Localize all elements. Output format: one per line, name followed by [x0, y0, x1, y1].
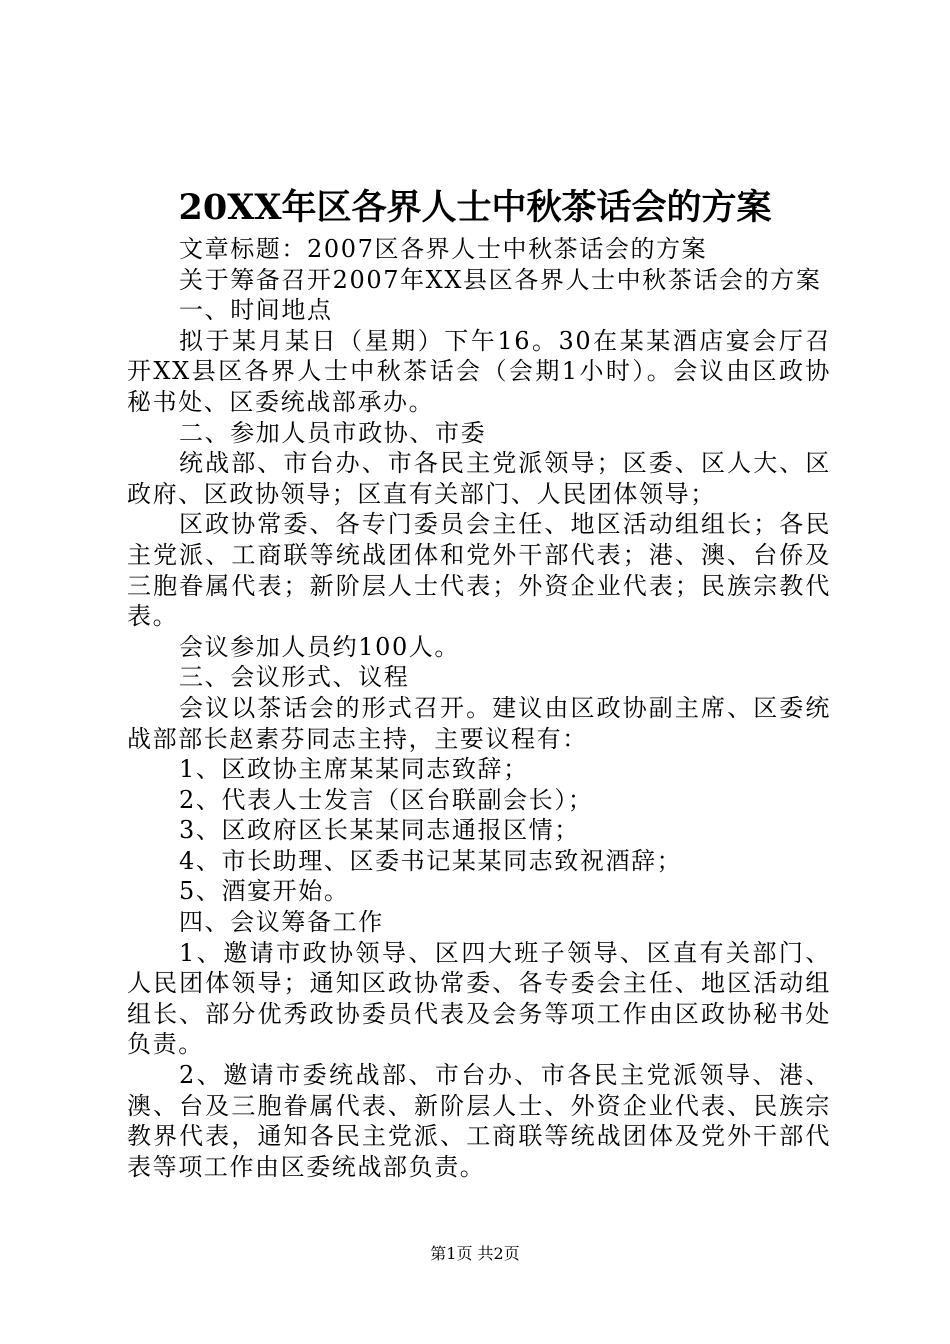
section-heading-participants: 二、参加人员市政协、市委 — [179, 418, 487, 447]
paragraph-participant-count: 会议参加人员约100人。 — [179, 632, 461, 661]
agenda-item-1: 1、区政协主席某某同志致辞； — [179, 755, 529, 784]
preparation-item-2: 2、邀请市委统战部、市台办、市各民主党派领导、港、澳、台及三胞眷属代表、新阶层人士、外资企业代表、民族宗教界代表，通知各民主党派、工商联等统战团体及党外干部代表等项工作由区委统战部负责。 — [127, 1061, 831, 1181]
agenda-item-5: 5、酒宴开始。 — [179, 877, 350, 906]
agenda-item-2: 2、代表人士发言（区台联副会长）； — [179, 785, 594, 814]
paragraph-article-title: 文章标题：2007区各界人士中秋茶话会的方案 — [179, 235, 708, 263]
preparation-item-1: 1、邀请市政协领导、区四大班子领导、区直有关部门、人民团体领导；通知区政协常委、各专委会主任、地区活动组组长、部分优秀政协委员代表及会务等项工作由区政协秘书处负责。 — [127, 938, 831, 1059]
paragraph-participants-2: 区政协常委、各专门委员会主任、地区活动组组长；各民主党派、工商联等统战团体和党外干部代表；港、澳、台侨及三胞眷属代表；新阶层人士代表；外资企业代表；民族宗教代表。 — [127, 510, 831, 631]
paragraph-format: 会议以茶话会的形式召开。建议由区政协副主席、区委统战部部长赵素芬同志主持，主要议程有： — [127, 693, 831, 753]
agenda-item-3: 3、区政府区长某某同志通报区情； — [179, 816, 580, 845]
document-title: 20XX年区各界人士中秋茶话会的方案 — [178, 187, 772, 228]
section-heading-time-place: 一、时间地点 — [179, 296, 333, 325]
paragraph-time-place: 拟于某月某日（星期）下午16。30在某某酒店宴会厅召开XX县区各界人士中秋茶话会（会期1小时）。会议由区政协秘书处、区委统战部承办。 — [127, 326, 831, 416]
agenda-item-4: 4、市长助理、区委书记某某同志致祝酒辞； — [179, 846, 683, 875]
document-body — [127, 234, 831, 1182]
section-heading-format-agenda: 三、会议形式、议程 — [179, 663, 410, 692]
section-heading-preparation: 四、会议筹备工作 — [179, 908, 384, 937]
paragraph-participants-1: 统战部、市台办、市各民主党派领导；区委、区人大、区政府、区政协领导；区直有关部门、人民团体领导； — [127, 449, 831, 508]
page-footer: 第1页 共2页 — [430, 1244, 520, 1263]
paragraph-subject: 关于筹备召开2007年XX县区各界人士中秋茶话会的方案 — [179, 265, 822, 294]
